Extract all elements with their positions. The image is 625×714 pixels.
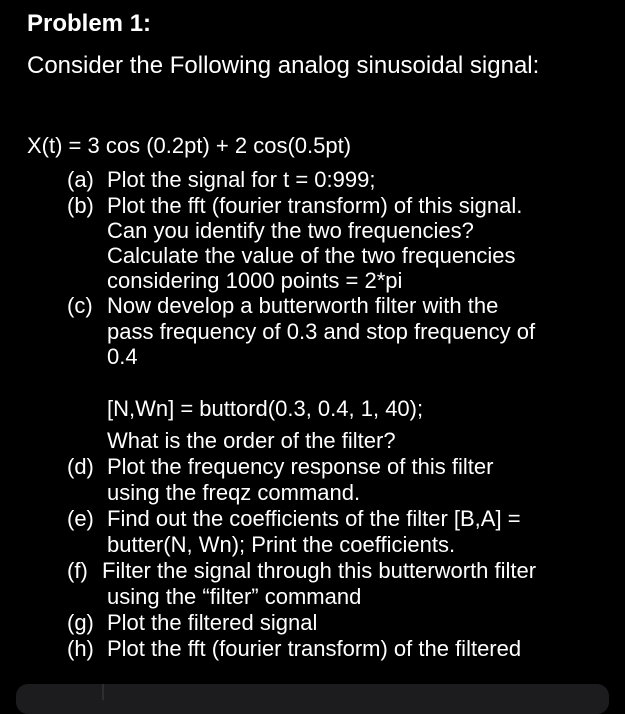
signal-equation: X(t) = 3 cos (0.2pt) + 2 cos(0.5pt) [27, 133, 352, 158]
item-f-line-2: using the “filter” command [107, 584, 362, 609]
problem-title: Problem 1: [27, 10, 152, 37]
item-c-line-5: What is the order of the filter? [107, 428, 396, 453]
item-h [67, 636, 521, 661]
item-c-line-1: Now develop a butterworth filter with the [107, 293, 499, 318]
problem-intro: Consider the Following analog sinusoidal signal: [27, 52, 540, 79]
item-c-line-3: 0.4 [107, 344, 138, 369]
item-b-line-1: Plot the fft (fourier transform) of this signal. [107, 193, 523, 218]
item-e-line-2: butter(N, Wn); Print the coefficients. [107, 532, 456, 557]
item-h-line-1: Plot the fft (fourier transform) of the filtered [107, 636, 522, 661]
item-e-line-1: Find out the coefficients of the filter [B,A] = [107, 506, 521, 531]
item-f [67, 558, 536, 583]
item-e-label: (e) [67, 506, 94, 531]
item-f-label: (f) [67, 558, 88, 583]
item-b-line-4: considering 1000 points = 2*pi [107, 268, 403, 293]
item-g [67, 610, 317, 635]
item-b-line-2: Can you identify the two frequencies? [107, 218, 474, 243]
item-g-line-1: Plot the filtered signal [107, 610, 318, 635]
item-b [67, 193, 522, 218]
item-d-line-2: using the freqz command. [107, 480, 361, 505]
item-b-label: (b) [67, 193, 94, 218]
item-c-line-4: [N,Wn] = buttord(0.3, 0.4, 1, 40); [107, 396, 424, 421]
item-c-line-2: pass frequency of 0.3 and stop frequency of [107, 319, 536, 344]
item-a-line-1: Plot the signal for t = 0:999; [107, 167, 376, 192]
item-c-label: (c) [67, 293, 93, 318]
item-h-label: (h) [67, 636, 94, 661]
item-f-line-1: Filter the signal through this butterworth filter [102, 558, 537, 583]
item-d-label: (d) [67, 454, 94, 479]
item-a [67, 167, 375, 192]
item-e [67, 506, 521, 531]
item-b-line-3: Calculate the value of the two frequencies [107, 243, 516, 268]
item-a-label: (a) [67, 167, 94, 192]
item-d [67, 454, 493, 479]
item-g-label: (g) [67, 610, 94, 635]
item-c [67, 293, 498, 318]
toolbar-divider [102, 684, 104, 700]
bottom-toolbar [16, 684, 609, 714]
item-d-line-1: Plot the frequency response of this filter [107, 454, 494, 479]
